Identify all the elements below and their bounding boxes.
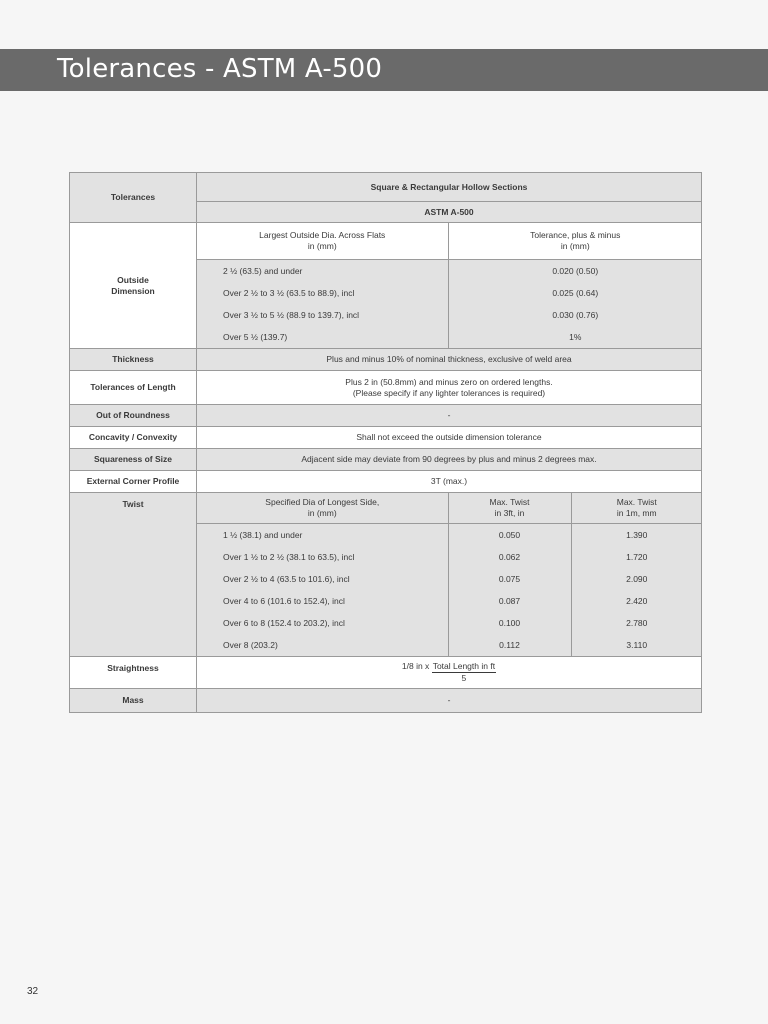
length-value: Plus 2 in (50.8mm) and minus zero on ordered lengths. (Please specify if any lighter tolerances is required)	[197, 371, 702, 405]
thickness-value: Plus and minus 10% of nominal thickness, exclusive of weld area	[197, 349, 702, 371]
twist-row: Over 1 ½ to 2 ½ (38.1 to 63.5), incl 0.062 1.720	[197, 546, 702, 568]
concavity-label: Concavity / Convexity	[70, 427, 197, 449]
length-label: Tolerances of Length	[70, 371, 197, 405]
thickness-label: Thickness	[70, 349, 197, 371]
page-number: 32	[27, 986, 39, 997]
header-main: Square & Rectangular Hollow Sections	[197, 173, 702, 202]
twist-label: Twist	[70, 493, 197, 657]
twist-row: 1 ½ (38.1) and under 0.050 1.390	[197, 524, 702, 547]
corner-profile-label: External Corner Profile	[70, 471, 197, 493]
straightness-label: Straightness	[70, 657, 197, 689]
concavity-value: Shall not exceed the outside dimension tolerance	[197, 427, 702, 449]
twist-row: Over 6 to 8 (152.4 to 203.2), incl 0.100 2.780	[197, 612, 702, 634]
mass-value: -	[197, 689, 702, 713]
twist-row: Over 4 to 6 (101.6 to 152.4), incl 0.087 2.420	[197, 590, 702, 612]
outside-row: Over 5 ½ (139.7) 1%	[197, 326, 702, 348]
twist-row: Over 8 (203.2) 0.112 3.110	[197, 634, 702, 656]
tolerances-table	[69, 172, 702, 713]
twist-cell	[197, 493, 702, 657]
squareness-value: Adjacent side may deviate from 90 degrees by plus and minus 2 degrees max.	[197, 449, 702, 471]
outside-dimension-label: Outside Dimension	[70, 223, 197, 349]
twist-col-size-header: Specified Dia of Longest Side, in (mm)	[197, 493, 448, 524]
title-bar	[0, 49, 768, 91]
straightness-denominator: 5	[461, 673, 467, 683]
twist-row: Over 2 ½ to 4 (63.5 to 101.6), incl 0.075 2.090	[197, 568, 702, 590]
straightness-value	[197, 657, 702, 689]
squareness-label: Squareness of Size	[70, 449, 197, 471]
outside-col-size-header: Largest Outside Dia. Across Flats in (mm)	[197, 223, 448, 260]
outside-col-tol-header: Tolerance, plus & minus in (mm)	[448, 223, 702, 260]
corner-label: Tolerances	[70, 173, 197, 223]
straightness-fraction	[432, 661, 496, 684]
outside-row: Over 2 ½ to 3 ½ (63.5 to 88.9), incl 0.025 (0.64)	[197, 282, 702, 304]
outside-dimension-cell	[197, 223, 702, 349]
header-sub: ASTM A-500	[197, 202, 702, 223]
twist-col-in-header: Max. Twist in 3ft, in	[448, 493, 571, 524]
twist-col-mm-header: Max. Twist in 1m, mm	[571, 493, 702, 524]
outside-row: 2 ½ (63.5) and under 0.020 (0.50)	[197, 260, 702, 283]
straightness-numerator: Total Length in ft	[432, 661, 496, 671]
mass-label: Mass	[70, 689, 197, 713]
outside-row: Over 3 ½ to 5 ½ (88.9 to 139.7), incl 0.030 (0.76)	[197, 304, 702, 326]
straightness-prefix: 1/8 in x	[401, 661, 432, 671]
roundness-label: Out of Roundness	[70, 405, 197, 427]
roundness-value: -	[197, 405, 702, 427]
page-title: Tolerances - ASTM A-500	[57, 54, 383, 84]
corner-profile-value: 3T (max.)	[197, 471, 702, 493]
